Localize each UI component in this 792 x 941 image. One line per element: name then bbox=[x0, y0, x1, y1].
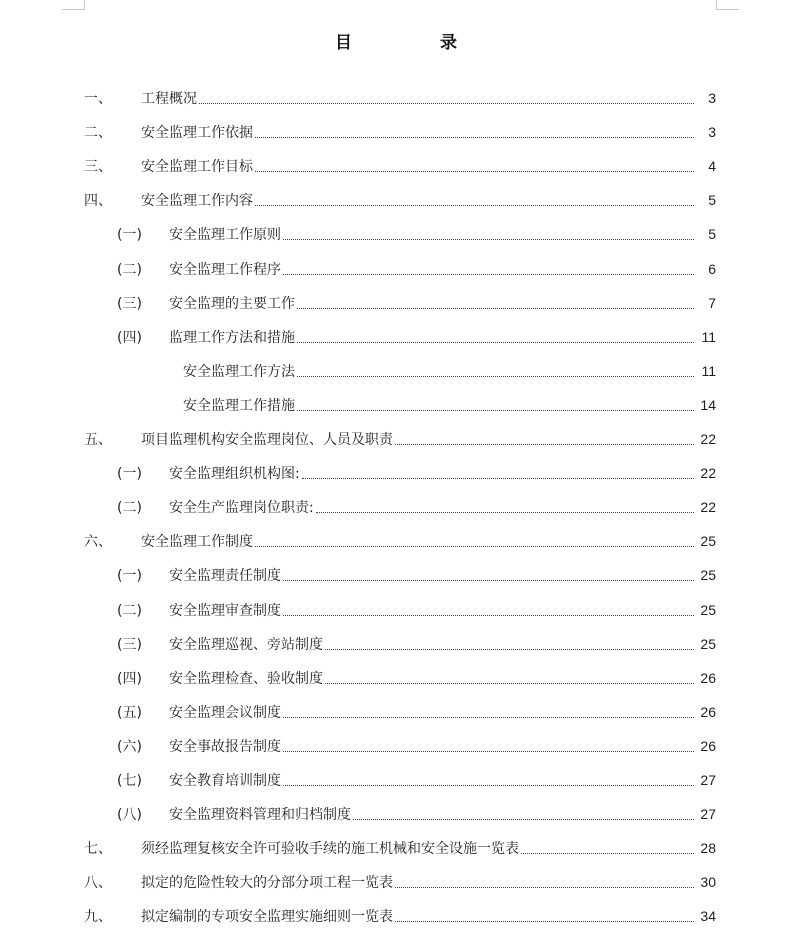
toc-entry-page-number: 22 bbox=[700, 465, 716, 482]
toc-entry[interactable] bbox=[0, 388, 792, 422]
toc-entry[interactable] bbox=[0, 183, 792, 217]
toc-entry-body bbox=[169, 668, 716, 688]
toc-entry[interactable] bbox=[0, 661, 792, 695]
dot-leader bbox=[521, 852, 694, 854]
dot-leader bbox=[325, 648, 694, 650]
toc-entry-number: 六、 bbox=[84, 534, 112, 551]
toc-entry[interactable] bbox=[0, 593, 792, 627]
toc-entry-label: 安全监理组织机构图: bbox=[169, 466, 300, 483]
dot-leader bbox=[297, 307, 694, 309]
toc-entry-label: 安全教育培训制度 bbox=[169, 773, 281, 789]
dot-leader bbox=[283, 614, 694, 616]
dot-leader bbox=[283, 784, 694, 786]
toc-entry[interactable] bbox=[0, 320, 792, 354]
dot-leader bbox=[255, 545, 694, 547]
toc-entry-page-number: 30 bbox=[700, 874, 716, 891]
toc-entry[interactable] bbox=[0, 695, 792, 729]
title-char-2: 录 bbox=[440, 33, 457, 53]
toc-entry-number: (四) bbox=[117, 329, 142, 346]
toc-entry[interactable] bbox=[0, 115, 792, 149]
toc-entry-number: (四) bbox=[117, 670, 142, 687]
toc-entry[interactable] bbox=[0, 456, 792, 490]
toc-entry-page-number: 26 bbox=[700, 703, 716, 720]
toc-entry-page-number: 27 bbox=[700, 806, 716, 823]
toc-entry-number: (二) bbox=[117, 261, 142, 278]
dot-leader bbox=[325, 682, 694, 684]
toc-entry-body bbox=[141, 531, 716, 551]
toc-entry-body bbox=[141, 906, 716, 926]
dot-leader bbox=[297, 375, 694, 377]
toc-entry[interactable] bbox=[0, 729, 792, 763]
toc-entry-body bbox=[169, 259, 716, 279]
toc-entry-number: 二、 bbox=[84, 125, 112, 142]
toc-entry-body bbox=[169, 327, 716, 347]
toc-entry-page-number: 3 bbox=[708, 90, 716, 106]
toc-entry-label: 工程概况 bbox=[141, 91, 197, 107]
toc-entry[interactable] bbox=[0, 490, 792, 524]
toc-entry-body bbox=[183, 395, 716, 415]
toc-entry-number: (八) bbox=[117, 807, 142, 824]
toc-entry-label: 安全监理工作原则 bbox=[169, 227, 281, 244]
toc-entry-page-number: 5 bbox=[708, 226, 716, 243]
toc-entry-number: 七、 bbox=[84, 841, 112, 858]
toc-entry-page-number: 5 bbox=[708, 192, 716, 209]
toc-entry-body bbox=[183, 361, 716, 381]
toc-entry-page-number: 3 bbox=[708, 124, 716, 141]
toc-entry-label: 项目监理机构安全监理岗位、人员及职责 bbox=[141, 432, 393, 448]
toc-entry[interactable] bbox=[0, 524, 792, 558]
toc-entry-page-number: 25 bbox=[700, 567, 716, 584]
toc-entry-body bbox=[141, 838, 716, 858]
toc-entry-body bbox=[169, 702, 716, 722]
dot-leader bbox=[395, 920, 694, 922]
dot-leader bbox=[316, 511, 694, 513]
toc-entry-body bbox=[169, 497, 716, 517]
dot-leader bbox=[255, 136, 694, 138]
toc-entry[interactable] bbox=[0, 899, 792, 933]
toc-entry-label: 监理工作方法和措施 bbox=[169, 329, 295, 346]
toc-entry-page-number: 6 bbox=[708, 260, 716, 277]
toc-entry-body bbox=[169, 224, 716, 244]
toc-entry[interactable] bbox=[0, 81, 792, 115]
toc-entry-page-number: 28 bbox=[700, 840, 716, 857]
toc-entry-label: 安全监理工作目标 bbox=[141, 159, 253, 176]
dot-leader bbox=[297, 409, 694, 411]
toc-entry-number: (二) bbox=[117, 500, 142, 517]
toc-entry-label: 安全监理工作措施 bbox=[183, 397, 295, 414]
toc-entry-body bbox=[141, 88, 716, 108]
toc-entry-number: (一) bbox=[117, 568, 142, 585]
toc-entry-number: (三) bbox=[117, 636, 142, 653]
toc-entry[interactable] bbox=[0, 627, 792, 661]
toc-entry-page-number: 22 bbox=[700, 499, 716, 516]
toc-entry-body bbox=[169, 463, 716, 483]
toc-entry-number: 一、 bbox=[84, 91, 112, 107]
dot-leader bbox=[255, 170, 694, 172]
toc-entry-label: 安全监理工作方法 bbox=[183, 363, 295, 380]
toc-entry[interactable] bbox=[0, 286, 792, 320]
toc-entry-number: 五、 bbox=[84, 432, 112, 448]
toc-entry-number: (七) bbox=[117, 773, 142, 789]
toc-entry-page-number: 11 bbox=[701, 328, 716, 345]
toc-entry[interactable] bbox=[0, 763, 792, 797]
dot-leader bbox=[395, 886, 694, 888]
dot-leader bbox=[353, 818, 694, 820]
toc-entry-number: (六) bbox=[117, 738, 142, 755]
toc-entry-body bbox=[169, 600, 716, 620]
toc-entry-number: (一) bbox=[117, 227, 142, 244]
toc-entry[interactable] bbox=[0, 865, 792, 899]
toc-entry-label: 拟定的危险性较大的分部分项工程一览表 bbox=[141, 875, 393, 892]
toc-entry-body bbox=[169, 770, 716, 790]
toc-entry-label: 安全监理审查制度 bbox=[169, 602, 281, 619]
dot-leader bbox=[199, 102, 694, 104]
toc-entry-page-number: 25 bbox=[700, 601, 716, 618]
toc-entry-number: 八、 bbox=[84, 875, 112, 892]
toc-entry-label: 安全监理工作程序 bbox=[169, 261, 281, 278]
dot-leader bbox=[283, 579, 694, 581]
toc-entry-number: 三、 bbox=[84, 159, 112, 176]
toc-entry[interactable] bbox=[0, 354, 792, 388]
toc-entry[interactable] bbox=[0, 558, 792, 592]
page-corner-mark-right bbox=[716, 0, 739, 10]
dot-leader bbox=[283, 716, 694, 718]
toc-entry-body bbox=[169, 293, 716, 313]
toc-entry-body bbox=[141, 429, 716, 449]
toc-entry-number: (一) bbox=[117, 466, 142, 483]
toc-entry-label: 安全监理检查、验收制度 bbox=[169, 670, 323, 687]
toc-entry[interactable] bbox=[0, 831, 792, 865]
toc-entry[interactable] bbox=[0, 422, 792, 456]
page-title bbox=[0, 28, 792, 52]
dot-leader bbox=[283, 238, 694, 240]
toc-entry-label: 安全监理巡视、旁站制度 bbox=[169, 636, 323, 653]
toc-entry-page-number: 4 bbox=[708, 158, 716, 175]
page-corner-mark-left bbox=[62, 0, 85, 10]
toc-entry-label: 安全监理责任制度 bbox=[169, 568, 281, 585]
toc-entry-label: 安全监理工作依据 bbox=[141, 125, 253, 142]
toc-entry-page-number: 27 bbox=[700, 772, 716, 788]
toc-entry[interactable] bbox=[0, 252, 792, 286]
toc-entry-label: 拟定编制的专项安全监理实施细则一览表 bbox=[141, 909, 393, 926]
toc-entry-body bbox=[141, 872, 716, 892]
toc-entry-label: 安全监理工作制度 bbox=[141, 534, 253, 551]
dot-leader bbox=[297, 341, 694, 343]
toc-entry-label: 安全监理资料管理和归档制度 bbox=[169, 807, 351, 824]
dot-leader bbox=[283, 273, 694, 275]
toc-entry[interactable] bbox=[0, 149, 792, 183]
toc-entry-body bbox=[141, 122, 716, 142]
toc-entry-body bbox=[169, 634, 716, 654]
toc-entry-number: 四、 bbox=[84, 193, 112, 210]
dot-leader bbox=[255, 204, 694, 206]
toc-entry-label: 安全监理会议制度 bbox=[169, 704, 281, 721]
toc-entry-label: 安全监理工作内容 bbox=[141, 193, 253, 210]
toc-entry-label: 安全生产监理岗位职责: bbox=[169, 500, 314, 517]
toc-entry-page-number: 26 bbox=[700, 669, 716, 686]
toc-entry-number: (二) bbox=[117, 602, 142, 619]
title-char-1: 目 bbox=[335, 33, 352, 53]
dot-leader bbox=[283, 750, 694, 752]
toc-entry-page-number: 34 bbox=[700, 908, 716, 925]
toc-entry-page-number: 22 bbox=[700, 431, 716, 447]
toc-entry-page-number: 26 bbox=[700, 737, 716, 754]
toc-entry-body bbox=[141, 190, 716, 210]
toc-entry-page-number: 11 bbox=[701, 362, 716, 379]
dot-leader bbox=[302, 477, 694, 479]
toc-entry-page-number: 25 bbox=[700, 533, 716, 550]
toc-entry-label: 须经监理复核安全许可验收手续的施工机械和安全设施一览表 bbox=[141, 841, 519, 858]
toc-entry-label: 安全监理的主要工作 bbox=[169, 295, 295, 312]
toc-entry-number: 九、 bbox=[84, 909, 112, 926]
toc-entry-page-number: 25 bbox=[700, 635, 716, 652]
toc-entry[interactable] bbox=[0, 797, 792, 831]
toc-entry[interactable] bbox=[0, 217, 792, 251]
toc-entry-body bbox=[141, 156, 716, 176]
toc-entry-page-number: 7 bbox=[708, 294, 716, 311]
toc-entry-page-number: 14 bbox=[700, 396, 716, 413]
toc-entry-label: 安全事故报告制度 bbox=[169, 738, 281, 755]
toc-entry-number: (三) bbox=[117, 295, 142, 312]
dot-leader bbox=[395, 443, 694, 445]
toc-entry-number: (五) bbox=[117, 704, 142, 721]
toc-entry-body bbox=[169, 565, 716, 585]
toc-entry-body bbox=[169, 736, 716, 756]
toc-entry-body bbox=[169, 804, 716, 824]
